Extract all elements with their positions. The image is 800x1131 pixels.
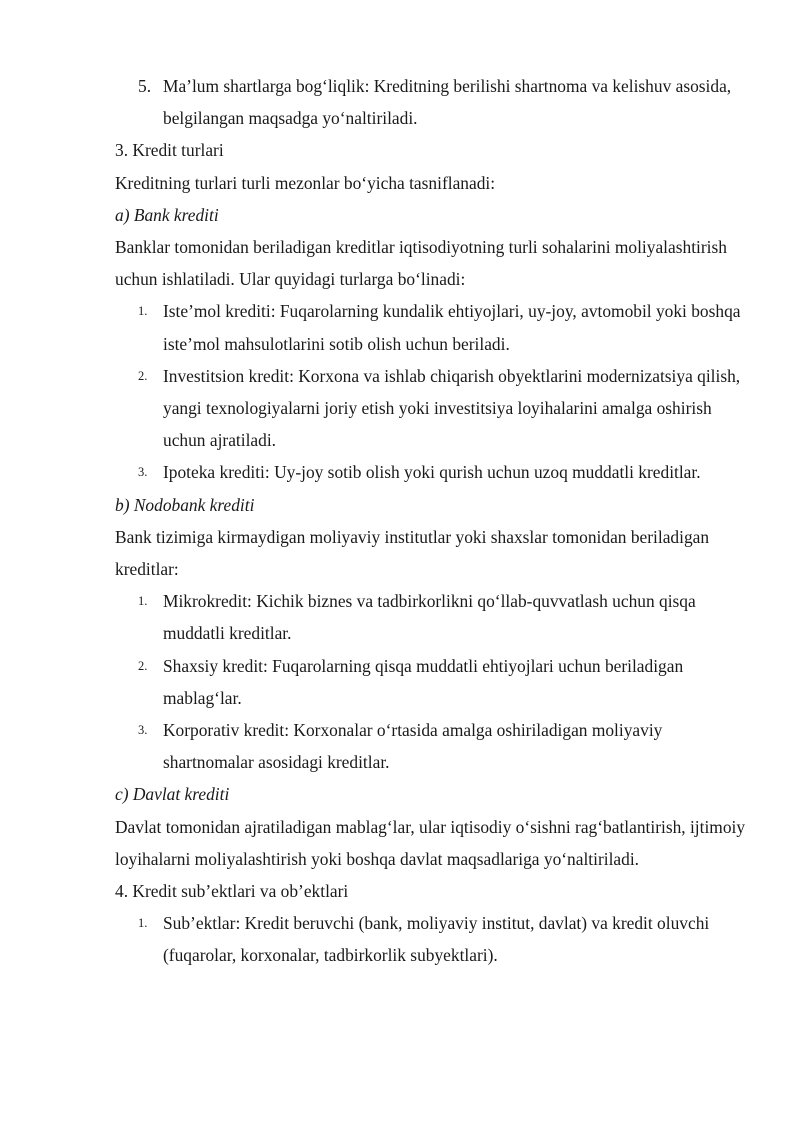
list-text: Sub’ektlar: Kredit beruvchi (bank, moliyaviy institut, davlat) va kredit oluvchi (fuqarolar, korxonalar, tadbirkorlik subyektlari).: [163, 913, 710, 966]
paragraph: Bank tizimiga kirmaydigan moliyaviy institutlar yoki shaxslar tomonidan beriladigan kreditlar:: [115, 526, 710, 580]
section-heading: 3. Kredit turlari: [115, 140, 224, 161]
list-item: [115, 360, 755, 457]
list-number: 5.: [138, 76, 152, 96]
list-number: 3.: [138, 465, 148, 480]
list-text: Korporativ kredit: Korxonalar o‘rtasida amalga oshiriladigan moliyaviy shartnomalar asosidagi kreditlar.: [163, 720, 663, 773]
paragraph: Banklar tomonidan beriladigan kreditlar iqtisodiyotning turli sohalarini moliyalashtirish uchun ishlatiladi. Ular quyidagi turlarga bo‘linadi:: [115, 237, 727, 290]
list-text: Shaxsiy kredit: Fuqarolarning qisqa muddatli ehtiyojlari uchun beriladigan mablag‘lar.: [163, 655, 684, 708]
page-content: [115, 70, 755, 972]
list-number: 1.: [138, 594, 148, 609]
section-heading: 4. Kredit sub’ektlari va ob’ektlari: [115, 881, 349, 902]
list-text: Mikrokredit: Kichik biznes va tadbirkorlikni qo‘llab-quvvatlash uchun qisqa muddatli kreditlar.: [163, 591, 696, 644]
list-text: Iste’mol krediti: Fuqarolarning kundalik ehtiyojlari, uy-joy, avtomobil yoki boshqa iste’mol mahsulotlarini sotib olish uchun beriladi.: [163, 301, 741, 354]
list-number: 1.: [138, 304, 148, 319]
paragraph: Kreditning turlari turli mezonlar bo‘yicha tasniflanadi:: [115, 172, 496, 193]
subsection-heading: a) Bank krediti: [115, 204, 219, 225]
list-number: 2.: [138, 658, 148, 673]
list-item: [115, 907, 755, 971]
list-item: [115, 456, 755, 488]
list-item: [115, 714, 755, 778]
list-item: [115, 650, 755, 714]
list-item: [115, 585, 755, 649]
subsection-heading: c) Davlat krediti: [115, 784, 230, 805]
list-text: Ipoteka krediti: Uy-joy sotib olish yoki qurish uchun uzoq muddatli kreditlar.: [163, 462, 701, 483]
list-text: Ma’lum shartlarga bog‘liqlik: Kreditning berilishi shartnoma va kelishuv asosida, belgilangan maqsadga yo‘naltiriladi.: [163, 76, 732, 129]
list-number: 2.: [138, 368, 148, 383]
paragraph: Davlat tomonidan ajratiladigan mablag‘lar, ular iqtisodiy o‘sishni rag‘batlantirish, ijtimoiy loyihalarni moliyalashtirish yoki boshqa davlat maqsadlariga yo‘naltiriladi.: [115, 816, 746, 869]
list-item: [115, 295, 755, 359]
list-number: 3.: [138, 723, 148, 738]
list-item: [115, 70, 755, 134]
list-text: Investitsion kredit: Korxona va ishlab chiqarish obyektlarini modernizatsiya qilish, yangi texnologiyalarni joriy etish yoki investitsiya loyihalarini amalga oshirish uchun ajratiladi.: [163, 365, 741, 451]
subsection-heading: b) Nodobank krediti: [115, 494, 255, 515]
list-number: 1.: [138, 916, 148, 931]
